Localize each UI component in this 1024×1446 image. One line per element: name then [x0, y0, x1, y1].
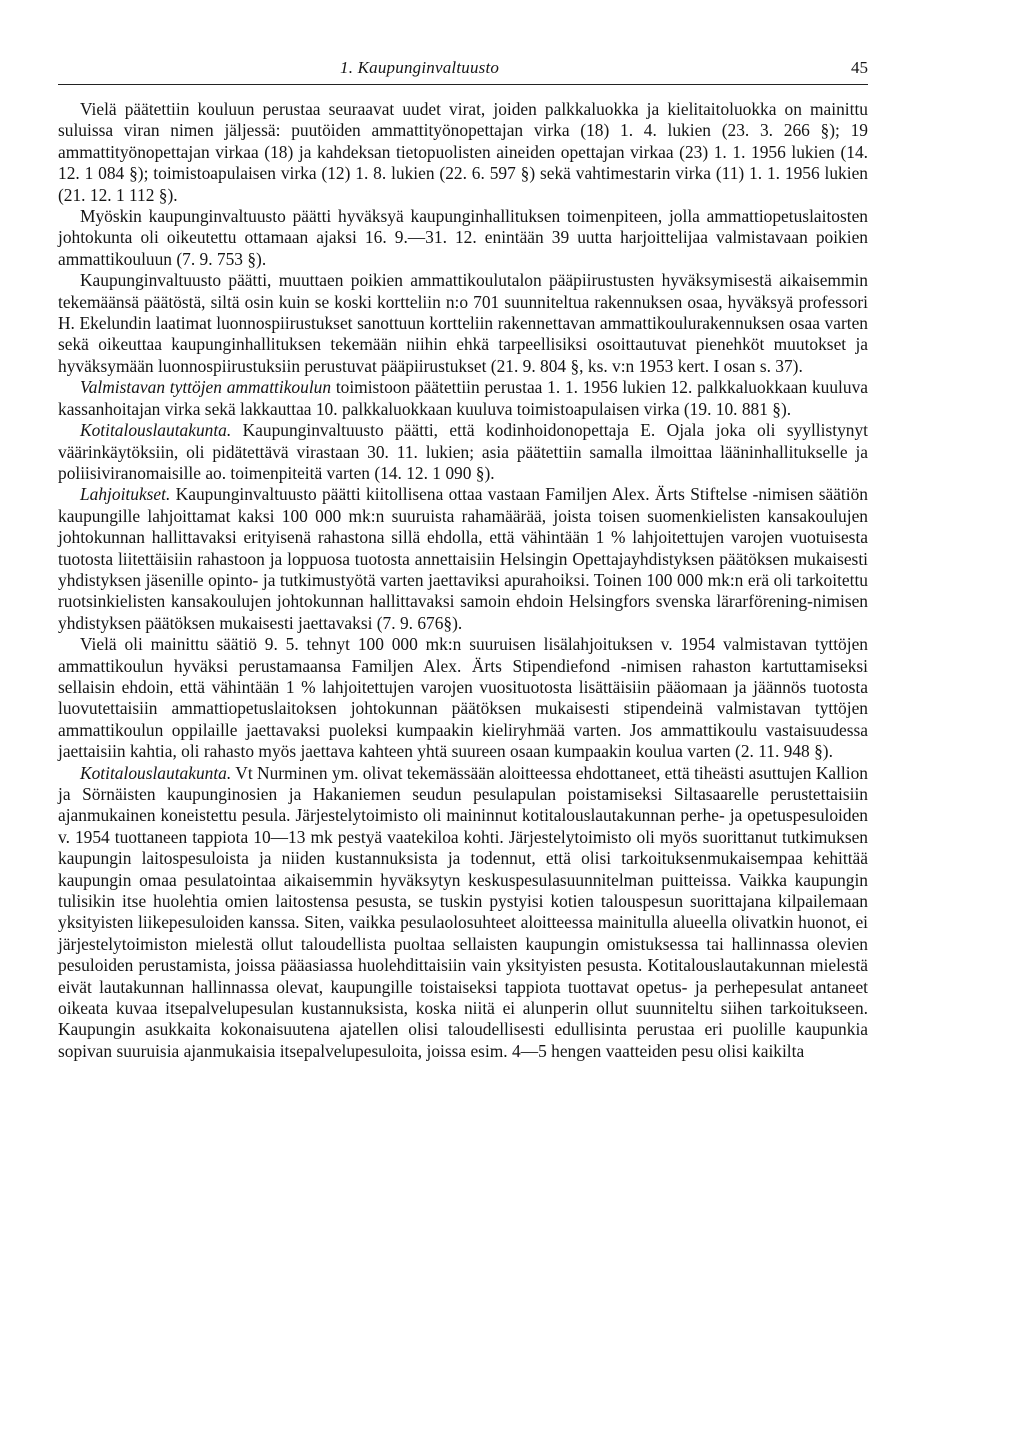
- paragraph-lead: Kotitalouslautakunta.: [80, 420, 232, 441]
- paragraph-text: Vt Nurminen ym. olivat tekemässään aloitteessa ehdottaneet, että tiheästi asuttujen Kallion ja Sörnäisten kaupunginosien ja Hakaniemen seudun pesulapulan poistamiseksi Siltasaarelle perustettaisiin ajanmukainen koneistettu pesula. Järjestelytoimisto oli maininnut kotitalouslautakunnan perhe- ja opetuspesuloiden v. 1954 tuottaneen tappiota 10—13 mk pestyä vaatekiloa kohti. Järjestelytoimisto oli myös suorittanut tutkimuksen kaupungin laitospesuloista ja niiden kustannuksista ja todennut, että olisi tarkoituksenmukaisempaa kehittää kaupungin omaa pesulatointaa aikaisemmin hyväksytyn keskuspesulasuunnitelman puitteissa. Vaikka kaupungin tulisikin itse huolehtia omien laitostensa pesusta, se tuskin pystyisi kotien talouspesun suorittajana kilpailemaan yksityisten liikepesuloiden kanssa. Siten, vaikka pesulaolosuhteet aloitteessa mainitulla alueella olivatkin huonot, ei järjestelytoimiston mielestä ollut taloudellista puoltaa sellaisten kaupungin omistuksessa tai hallinnassa olevien pesuloiden perustamista, joissa pääasiassa huolehdittaisiin vain yksityisten pesusta. Kotitalouslautakunnan mielestä eivät lautakunnan hallinnassa olevat, kaupungille toistaiseksi tappiota tuottavat opetus- ja perhepesulat antaneet oikeata kuvaa itsepalvelupesulan kustannuksista, koska niitä ei alunperin ollut suunniteltu siihen tarkoitukseen. Kaupungin asukkaita kokonaisuutena ajatellen olisi taloudellisesti edullisinta perustaa eri puolille kaupunkia sopivan suuruisia ajanmukaisia itsepalvelupesuloita, joissa esim. 4—5 hengen vaatteiden pesu olisi kaikilta: [58, 762, 868, 1061]
- paragraph-text: Myöskin kaupunginvaltuusto päätti hyväksyä kaupunginhallituksen toimenpiteen, jolla ammattiopetuslaitosten johtokunta oli oikeutettu ottamaan ajaksi 16. 9.—31. 12. enintään 39 uutta harjoittelijaa valmistavaan poikien ammattikouluun (7. 9. 753 §).: [58, 206, 868, 269]
- paragraph-lead: Valmistavan tyttöjen ammattikoulun: [80, 377, 332, 398]
- running-title: 1. Kaupunginvaltuusto: [340, 58, 500, 77]
- paragraph-text: Kaupunginvaltuusto päätti kiitollisena ottaa vastaan Familjen Alex. Ärts Stiftelse -nimisen säätiön kaupungille lahjoittamat kaksi 100 000 mk:n suuruista rahamäärää, joista toisen suomenkielisten kansakoulujen johtokunnan hallittavaksi erityisenä rahastona sillä ehdolla, että vähintään 1 % lahjoitettujen varojen vuotuisesta tuotosta liitettäisiin rahastoon ja loppuosa tuotosta annettaisiin Helsingin Opettajayhdistyksen päätöksen mukaisesti yhdistyksen jäsenille opinto- ja tutkimustyötä varten jaettaviksi apurahoiksi. Toinen 100 000 mk:n erä oli tarkoitettu ruotsinkielisten kansakoulujen johtokunnan hallittavaksi samoin ehdoin Helsingfors svenska lärarförening-nimisen yhdistyksen päätöksen mukaisesti jaettavaksi (7. 9. 676§).: [58, 484, 868, 633]
- paragraph-text: Vielä oli mainittu säätiö 9. 5. tehnyt 100 000 mk:n suuruisen lisälahjoituksen v. 1954 valmistavan tyttöjen ammattikoulun hyväksi perustamaansa Familjen Alex. Ärts Stipendiefond -nimisen rahaston kartuttamiseksi sellaisin ehdoin, että vähintään 1 % lahjoitettujen varojen vuosituotosta lisättäisiin pääomaan ja jäännös tuotosta luovutettaisiin ammattiopetuslaitoksen johtokunnan päätöksen mukaisesti stipendeinä valmistavan tyttöjen ammattikoulun oppilaille jaettavaksi puoleksi kumpaakin kieliryhmää varten. Jos ammattikoulu vastaisuudessa jaettaisiin kahtia, oli rahasto myös jaettava kahteen yhtä suureen osaan kumpaakin koulua varten (2. 11. 948 §).: [58, 634, 868, 762]
- page-header: [58, 54, 868, 85]
- paragraph-text: Kaupunginvaltuusto päätti, muuttaen poikien ammattikoulutalon pääpiirustusten hyväksymisestä aikaisemmin tekemäänsä päätöstä, siltä osin kuin se koski kortteliin n:o 701 suunniteltua rakennuksen osaa, hyväksyä professori H. Ekelundin laatimat luonnospiirustukset sanottuun kortteliin rakennettavan ammattikoulurakennuksen osaa varten sekä oikeuttaa kaupunginhallituksen tekemään niihin ehkä tarpeellisiksi osoittautuvat pienehköt muutokset ja hyväksymään luonnospiirustuksiin perustuvat pääpiirustukset (21. 9. 804 §, ks. v:n 1953 kert. I osan s. 37).: [58, 270, 868, 376]
- paragraph-trainees: [58, 206, 868, 270]
- paragraph-donations: [58, 484, 868, 634]
- page-number: 45: [851, 58, 868, 77]
- paragraph-building-plans: [58, 270, 868, 377]
- paragraph-text: toimistoon päätettiin perustaa 1. 1. 1956 lukien 12. palkkaluokkaan kuuluva kassanhoitajan virka sekä lakkauttaa 10. palkkaluokkaan kuuluva toimistoapulaisen virka (19. 10. 881 §).: [58, 377, 868, 419]
- paragraph-additional-donation: [58, 634, 868, 762]
- page-body: [58, 99, 868, 1062]
- document-page: [58, 54, 868, 1062]
- paragraph-home-economics-board-2: [58, 763, 868, 1063]
- paragraph-text: Vielä päätettiin kouluun perustaa seuraavat uudet virat, joiden palkkaluokka ja kielitaitoluokka on mainittu suluissa viran nimen jäljessä: puutöiden ammattityönopettajan virka (18) 1. 4. lukien (23. 3. 266 §); 19 ammattityönopettajan virkaa (18) ja kahdeksan tietopuolisten aineiden opettajan virkaa (23) 1. 1. 1956 lukien (14. 12. 1 084 §); toimistoapulaisen virka (12) 1. 8. lukien (22. 6. 597 §) sekä vahtimestarin virka (11) 1. 1. 1956 lukien (21. 12. 1 112 §).: [58, 99, 868, 205]
- paragraph-lead: Lahjoitukset.: [80, 484, 171, 505]
- paragraph-girls-vocational-school: [58, 377, 868, 420]
- paragraph-lead: Kotitalouslautakunta.: [80, 762, 232, 783]
- paragraph-home-economics-board-1: [58, 420, 868, 484]
- paragraph-text: Kaupunginvaltuusto päätti, että kodinhoidonopettaja E. Ojala joka oli syyllistynyt väärinkäytöksiin, oli pidätettävä virastaan 30. 11. lukien; asia päätettiin samalla ilmoittaa lääninhallitukselle ja poliisiviranomaisille ao. toimenpiteitä varten (14. 12. 1 090 §).: [58, 420, 868, 483]
- paragraph-new-posts: [58, 99, 868, 206]
